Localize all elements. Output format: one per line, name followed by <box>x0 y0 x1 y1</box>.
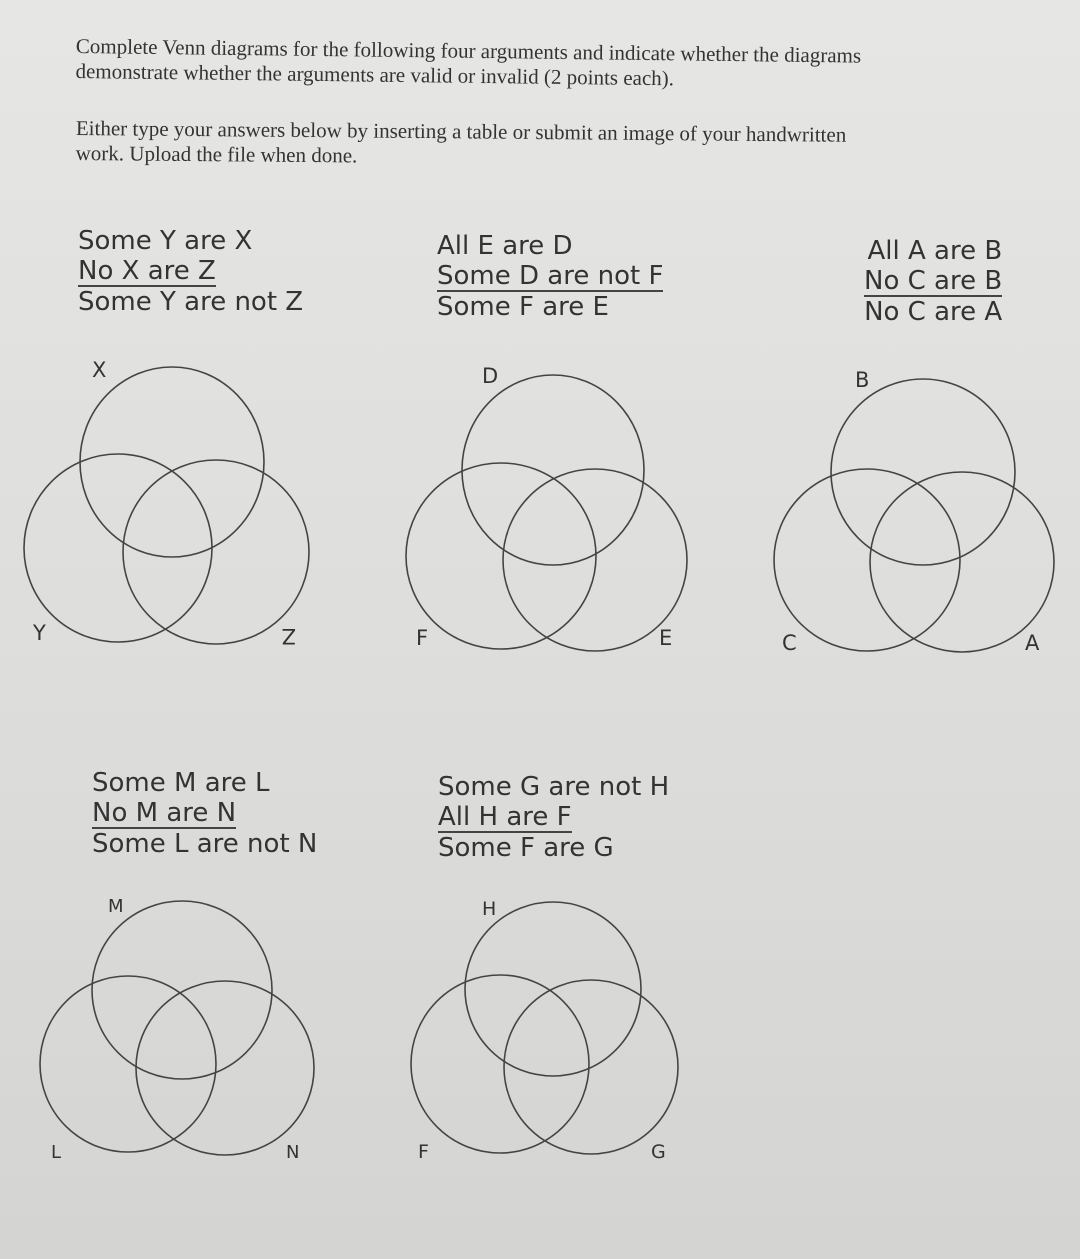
venn-label-right: G <box>651 1141 666 1163</box>
venn-diagram-4[interactable] <box>40 896 314 1163</box>
venn-circle-left <box>411 975 589 1153</box>
venn-label-top: B <box>855 368 870 392</box>
venn-label-left: L <box>51 1142 62 1163</box>
venn-circle-left <box>24 454 212 642</box>
venn-circle-top <box>92 901 272 1079</box>
venn-circle-right <box>503 469 687 651</box>
premise-2: Some D are not F <box>437 261 664 291</box>
premise-2: No C are B <box>864 266 1003 296</box>
venn-label-top: H <box>482 898 497 920</box>
instructions-line: demonstrate whether the arguments are valid or invalid (2 points each). <box>75 58 675 91</box>
conclusion: No C are A <box>864 297 1003 327</box>
premise-1: All A are B <box>867 236 1003 266</box>
conclusion: Some Y are not Z <box>78 287 304 317</box>
venn-label-top: D <box>482 364 499 388</box>
premise-1: All E are D <box>437 231 573 261</box>
instructions-line: work. Upload the file when done. <box>75 140 358 168</box>
venn-diagram-3[interactable] <box>774 368 1054 655</box>
venn-diagram-2[interactable] <box>406 364 687 651</box>
premise-2: No X are Z <box>78 256 216 286</box>
venn-label-top: X <box>92 358 107 382</box>
premise-1: Some G are not H <box>438 772 670 802</box>
conclusion: Some F are G <box>438 833 614 863</box>
venn-diagram-5[interactable] <box>411 898 678 1163</box>
premise-2: No M are N <box>92 798 237 828</box>
venn-label-top: M <box>108 896 124 917</box>
venn-label-left: F <box>416 626 429 650</box>
instructions-line: Either type your answers below by inserting a table or submit an image of your handwritten <box>75 116 847 147</box>
venn-label-right: Z <box>281 624 296 648</box>
venn-label-left: C <box>782 631 797 655</box>
premise-1: Some M are L <box>92 768 270 798</box>
venn-diagram-1[interactable] <box>24 358 309 648</box>
premise-2: All H are F <box>438 802 572 832</box>
venn-label-left: F <box>418 1141 429 1163</box>
venn-label-right: A <box>1025 631 1040 655</box>
venn-circle-left <box>40 976 216 1152</box>
venn-label-right: E <box>659 626 673 650</box>
instructions-line: Complete Venn diagrams for the following four arguments and indicate whether the diagrams <box>75 34 862 68</box>
conclusion: Some L are not N <box>92 829 318 859</box>
venn-circle-top <box>831 379 1015 565</box>
conclusion: Some F are E <box>437 292 609 322</box>
venn-label-right: N <box>286 1142 300 1163</box>
venn-circle-left <box>406 463 596 649</box>
venn-circle-right <box>123 460 309 644</box>
venn-circle-left <box>774 469 960 651</box>
premise-1: Some Y are X <box>78 226 253 256</box>
venn-label-left: Y <box>33 621 46 645</box>
venn-circle-top <box>462 375 644 565</box>
